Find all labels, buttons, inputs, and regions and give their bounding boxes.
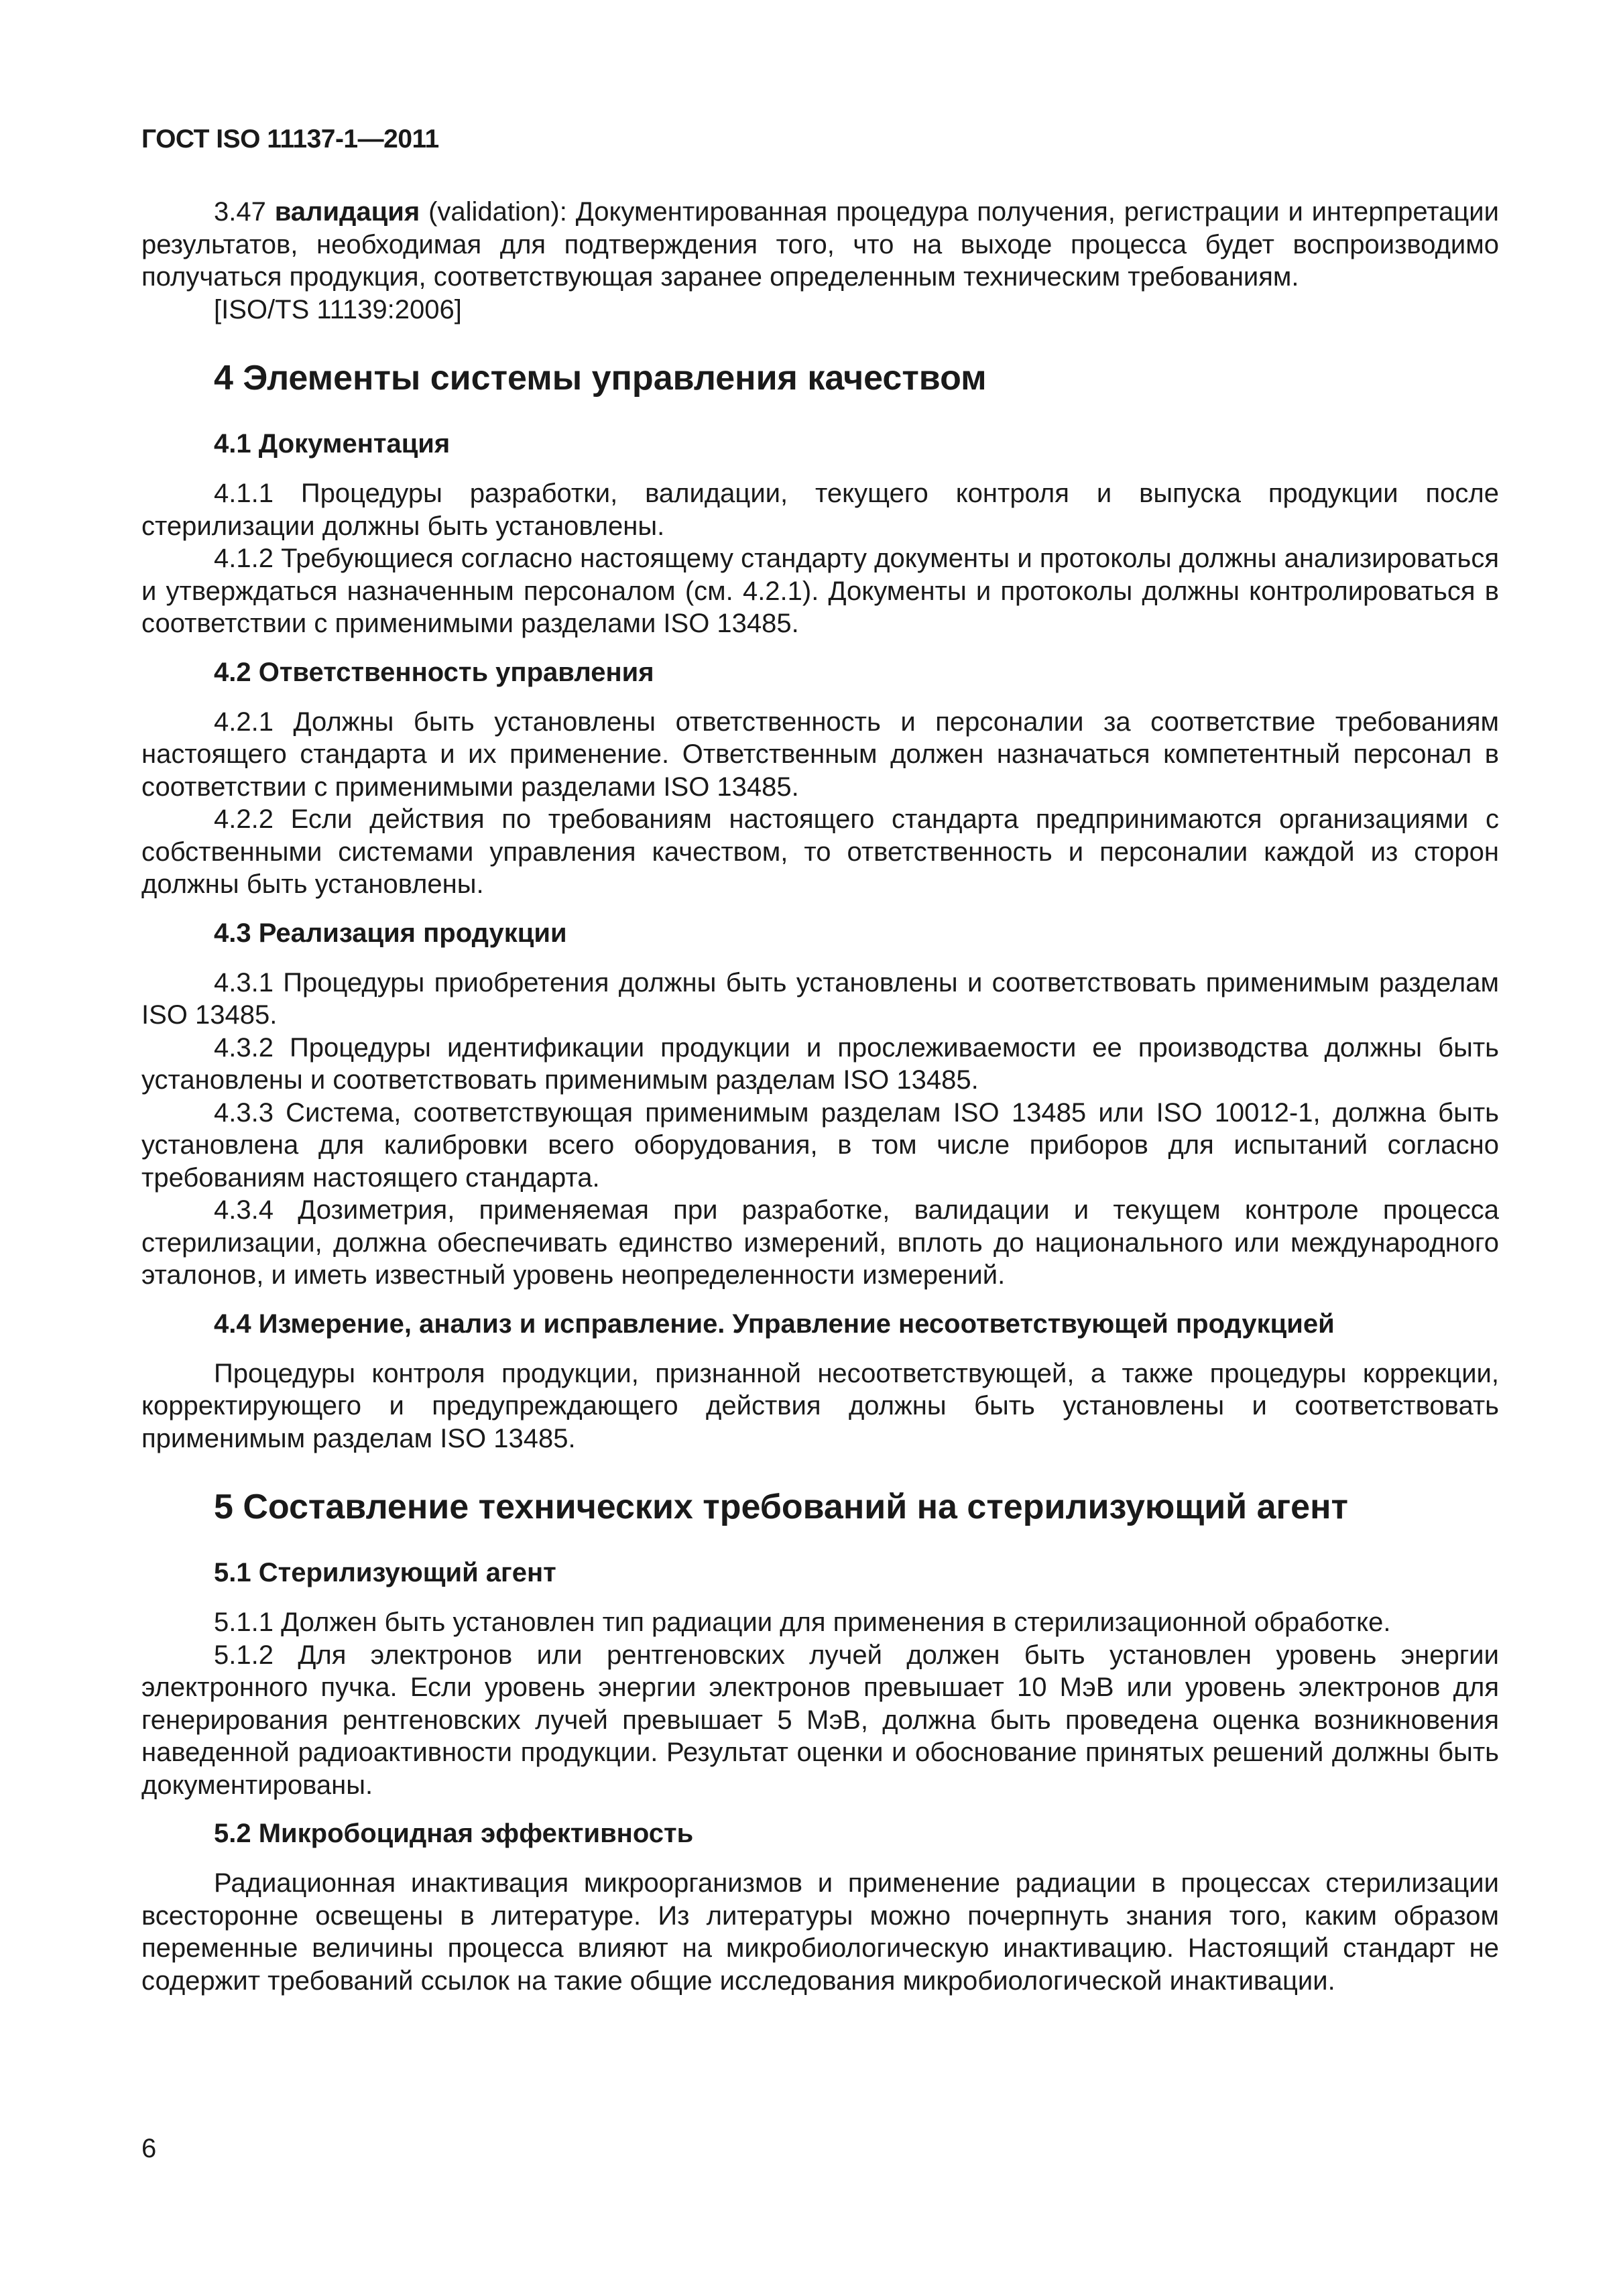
term-number: 3.47 (214, 197, 266, 227)
term-name: валидация (274, 197, 420, 227)
paragraph-4-3-2: 4.3.2 Процедуры идентификации продукции и прослеживаемости ее производства должны быть установлены и соответствовать применимым разделам ISO 13485. (141, 1032, 1499, 1095)
term-source-reference: [ISO/TS 11139:2006] (214, 294, 462, 324)
paragraph-4-2-1: 4.2.1 Должны быть установлены ответственность и персоналии за соответствие требованиям настоящего стандарта и их применение. Ответственным должен назначаться компетентный персонал в соответствии с применимыми разделами ISO 13485. (141, 707, 1499, 802)
subsection-4-1-heading: 4.1 Документация (214, 429, 450, 459)
page-body (141, 196, 1499, 1997)
document-code-header: ГОСТ ISO 11137-1—2011 (141, 125, 439, 154)
section-5-heading: 5 Составление технических требований на стерилизующий агент (214, 1488, 1348, 1526)
paragraph-5-2: Радиационная инактивация микроорганизмов и применение радиации в процессах стерилизации всесторонне освещены в литературе. Из литературы можно почерпнуть знания того, каким образом переменные величины процесса влияют на микробиологическую инактивацию. Настоящий стандарт не содержит требований ссылок на такие общие исследования микробиологической инактивации. (141, 1868, 1499, 1996)
paragraph-4-3-4: 4.3.4 Дозиметрия, применяемая при разработке, валидации и текущем контроле процесса стерилизации, должна обеспечивать единство измерений, вплоть до национального или международного эталонов, и иметь известный уровень неопределенности измерений. (141, 1195, 1499, 1290)
paragraph-4-4: Процедуры контроля продукции, признанной несоответствующей, а также процедуры коррекции, корректирующего и предупреждающего действия должны быть установлены и соответствовать применимым разделам ISO 13485. (141, 1358, 1499, 1453)
paragraph-4-1-1: 4.1.1 Процедуры разработки, валидации, текущего контроля и выпуска продукции после стерилизации должны быть установлены. (141, 479, 1499, 541)
subsection-5-2-heading: 5.2 Микробоцидная эффективность (214, 1819, 694, 1848)
paragraph-5-1-2: 5.1.2 Для электронов или рентгеновских лучей должен быть установлен уровень энергии электронного пучка. Если уровень энергии электронов превышает 10 МэВ или уровень электронов для генерирования рентгеновских лучей превышает 5 МэВ, должна быть проведена оценка возникновения наведенной радиоактивности продукции. Результат оценки и обоснование принятых решений должны быть документированы. (141, 1640, 1499, 1800)
section-4-heading: 4 Элементы системы управления качеством (214, 359, 987, 398)
page-number: 6 (141, 2134, 157, 2163)
paragraph-5-1-1: 5.1.1 Должен быть установлен тип радиации для применения в стерилизационной обработке. (214, 1608, 1391, 1637)
term-definition-text: (validation): Документированная процедура получения, регистрации и интерпретации результатов, необходимая для подтверждения того, что на выходе процесса будет воспроизводимо получаться продукция, соответствующая заранее определенным техническим требованиям. (141, 197, 1499, 292)
subsection-4-3-heading: 4.3 Реализация продукции (214, 918, 567, 948)
subsection-4-4-heading: 4.4 Измерение, анализ и исправление. Управление несоответствующей продукцией (214, 1309, 1335, 1339)
subsection-4-2-heading: 4.2 Ответственность управления (214, 657, 654, 687)
paragraph-4-2-2: 4.2.2 Если действия по требованиям настоящего стандарта предпринимаются организациями с собственными системами управления качеством, то ответственность и персоналии каждой из сторон должны быть установлены. (141, 804, 1499, 899)
subsection-5-1-heading: 5.1 Стерилизующий агент (214, 1558, 556, 1587)
paragraph-4-1-2: 4.1.2 Требующиеся согласно настоящему стандарту документы и протоколы должны анализироваться и утверждаться назначенным персоналом (см. 4.2.1). Документы и протоколы должны контролироваться в соответствии с применимыми разделами ISO 13485. (141, 544, 1499, 638)
paragraph-4-3-1: 4.3.1 Процедуры приобретения должны быть установлены и соответствовать применимым разделам ISO 13485. (141, 967, 1499, 1030)
term-definition-3-47 (141, 196, 1499, 294)
paragraph-4-3-3: 4.3.3 Система, соответствующая применимым разделам ISO 13485 или ISO 10012-1, должна быть установлена для калибровки всего оборудования, в том числе приборов для испытаний согласно требованиям настоящего стандарта. (141, 1097, 1499, 1193)
